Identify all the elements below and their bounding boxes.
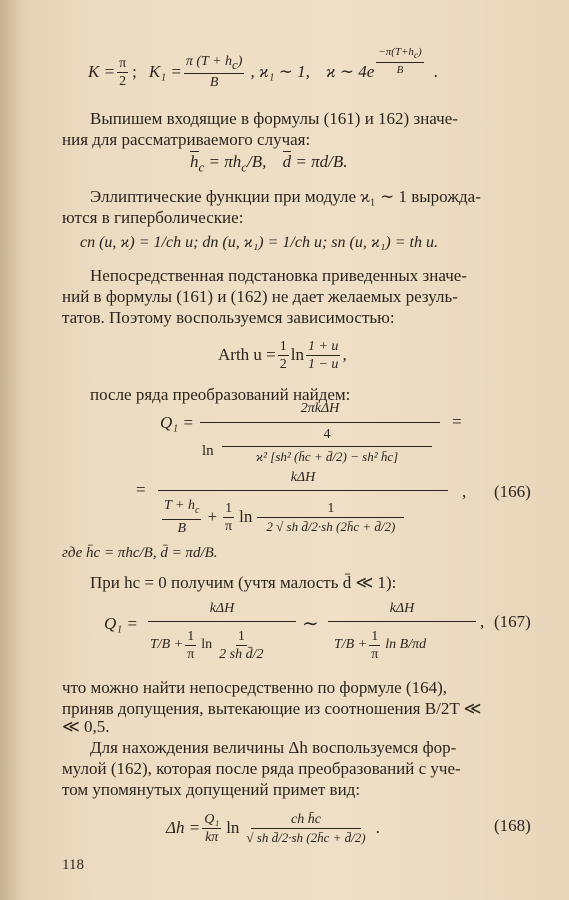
eq167-den1-b-den: π [187, 646, 195, 662]
k1-num-end: ) [237, 54, 243, 70]
para7-line2: мулой (162), которая после ряда преобразований с уче- [62, 759, 461, 778]
eq168-f2-num: ch h̄c [251, 812, 361, 829]
eq-hyperbolic: cn (u, ϰ) = 1/ch u; dn (u, ϰ₁) = 1/ch u; sn (u, ϰ₁) = th u. [80, 234, 438, 251]
eq-hc-rest-sub: c [241, 159, 248, 175]
eq166-number: (166) [494, 482, 531, 501]
eq166-den2 [160, 495, 406, 539]
eq167-num2: kΔH [389, 601, 415, 616]
eq-hc-symbol: h [190, 152, 199, 171]
eq166-den2-c-den: 2 √ sh d̄/2·sh (2h̄c + d̄/2) [266, 518, 396, 534]
eq166-den2-c-num: 1 [257, 501, 404, 518]
eq167-rule2 [328, 621, 476, 622]
eq166-den2-c [257, 501, 404, 534]
eq168-ln: ln [226, 818, 240, 837]
eq167-den1-b-num: 1 [187, 628, 195, 644]
para2-line1: Эллиптические функции при модуле ϰ₁ ∼ 1 вырожда- [90, 187, 481, 206]
arth-frac1 [278, 339, 289, 372]
eq-hc-rest2: /B, [247, 152, 267, 171]
arth-lhs: Arth u = [218, 345, 276, 364]
eq168-frac1 [202, 812, 221, 845]
k-fraction [117, 56, 128, 89]
exponent-fraction: $\frac{-\pi(T+h_c)}{B}$ [378, 45, 422, 77]
eq-d-rest: = πd/B. [295, 152, 348, 171]
eq-hc-rest: = πh [208, 152, 242, 171]
para6-line2: приняв допущения, вытекающие из соотношения B/2T ≪ [62, 699, 482, 718]
eq168 [166, 803, 380, 853]
k-num: π [119, 55, 127, 71]
eq166-den2-a-den: B [177, 520, 186, 536]
eq167-den2-rest: ln B/πd [385, 637, 427, 652]
eq166-rule2 [222, 446, 432, 447]
page-number: 118 [62, 857, 84, 873]
eq168-frac2 [244, 812, 367, 845]
para7-line1: Для нахождения величины Δh воспользуемся фор- [90, 738, 457, 757]
eq167-den1-a: T/B + [150, 637, 184, 652]
k-den: 2 [119, 73, 127, 89]
eq-hc-sub: c [198, 159, 205, 175]
para7-line3: том упомянутых допущений примет вид: [62, 780, 361, 799]
exp-num-end: ) [417, 45, 422, 58]
para1-line1: Выпишем входящие в формулы (161) и 162) значе- [90, 109, 458, 128]
eq167-comma: , [480, 612, 485, 631]
eq168-f1-num: Q₁ [204, 811, 220, 827]
k1-num: π (T + h [185, 54, 233, 70]
arth-f1-num: 1 [279, 338, 287, 354]
eq166-ln2: ln [239, 507, 253, 526]
eq168-f1-den: kπ [205, 829, 219, 845]
eq167-den1-b [185, 629, 196, 662]
para6-line3: ≪ 0,5. [62, 717, 110, 736]
arth-end: , [342, 345, 347, 364]
arth-f2-den: 1 − u [307, 356, 339, 372]
eq-hc-d [190, 152, 348, 175]
para3-line2: ний в формулы (161) и (162) не дает желаемых резуль- [62, 287, 458, 306]
eq166-ln: ln [202, 443, 214, 459]
eq168-number: (168) [494, 816, 531, 835]
eq167-number: (167) [494, 612, 531, 631]
kappa-relation: ϰ ∼ 4e [325, 62, 375, 81]
eq166-q1: Q₁ = [160, 413, 194, 432]
exp-num-sub: c [413, 50, 418, 61]
eq166-den2-a-num: T + h [164, 498, 195, 514]
para5: При hc = 0 получим (учтя малость d̄ ≪ 1): [90, 573, 397, 592]
para3-line1: Непосредственная подстановка приведенных значе- [90, 266, 467, 285]
eq167-den1-c-num: 1 [237, 628, 245, 644]
eq166-den2-b-den: π [225, 518, 233, 534]
where-line: где h̄c = πhc/B, d̄ = πd/B. [62, 545, 218, 561]
eq-arth [218, 333, 347, 377]
k1-num-sub: c [232, 56, 238, 72]
eq167-den1 [150, 624, 268, 666]
eq166-rule1 [200, 422, 440, 423]
eq168-f2-den: √ sh d̄/2·sh (2h̄c + d̄/2) [246, 829, 366, 845]
k1-den: B [209, 74, 219, 90]
eq166-plus: + [207, 507, 218, 526]
eq166-den2-a-sub: c [194, 504, 200, 516]
eq166-num-top: 2πkΔH [300, 401, 340, 416]
k1-lhs: K₁ = [148, 62, 182, 81]
eq166-inner-num: 4 [323, 427, 331, 442]
eq167-den2-b-num: 1 [371, 628, 379, 644]
eq168-end: . [375, 818, 380, 837]
para6-line1: что можно найти непосредственно по формуле (164), [62, 678, 447, 697]
eq166-comma: , [462, 482, 467, 501]
para4: после ряда преобразований найдем: [90, 385, 351, 404]
eq167-den1-ln: ln [201, 637, 213, 652]
eq166-inner-den: ϰ² [sh² (h̄c + d̄/2) − sh² h̄c] [255, 449, 399, 464]
eq167-den2-a: T/B + [334, 637, 368, 652]
arth-f2-num: 1 + u [307, 338, 339, 354]
eq167-den2-b-den: π [371, 646, 379, 662]
arth-ln: ln [290, 345, 304, 364]
para1-line2: ния для рассматриваемого случая: [62, 130, 311, 149]
eq167-den1-c-den: 2 sh d̄/2 [219, 646, 264, 662]
formula-top [88, 45, 438, 94]
eq166-den2-a [162, 498, 201, 536]
eq166-equals2: = [136, 480, 146, 499]
eq167-den1-c [217, 629, 265, 662]
arth-frac2 [306, 339, 340, 372]
k-lhs: K = [88, 62, 116, 81]
eq168-lhs: Δh = [166, 818, 201, 837]
kappa1-relation: , ϰ₁ ∼ 1, [250, 62, 310, 81]
eq167-den2-b [369, 629, 380, 662]
eq166-den2-b [223, 501, 234, 534]
arth-f1-den: 2 [279, 356, 287, 372]
eq-d-symbol: d [282, 152, 292, 171]
eq166-equals: = [452, 412, 462, 431]
eq166-num2: kΔH [290, 470, 316, 485]
eq167-sim: ∼ [302, 613, 319, 635]
eq167-rule1 [148, 621, 296, 622]
formula-top-end: . [433, 62, 438, 81]
k1-fraction [184, 54, 245, 90]
exp-den: B [396, 64, 404, 77]
eq167-num1: kΔH [209, 601, 235, 616]
para2-line2: ются в гиперболические: [62, 208, 244, 227]
eq166-rule3 [158, 490, 448, 491]
eq166-den2-b-num: 1 [225, 500, 233, 516]
eq167-q1: Q₁ = [104, 614, 138, 633]
eq167-den2 [334, 624, 426, 666]
k-separator: ; [132, 62, 137, 81]
para3-line3: татов. Поэтому воспользуемся зависимостью: [62, 308, 395, 327]
exp-num: π(T+h [385, 45, 414, 58]
